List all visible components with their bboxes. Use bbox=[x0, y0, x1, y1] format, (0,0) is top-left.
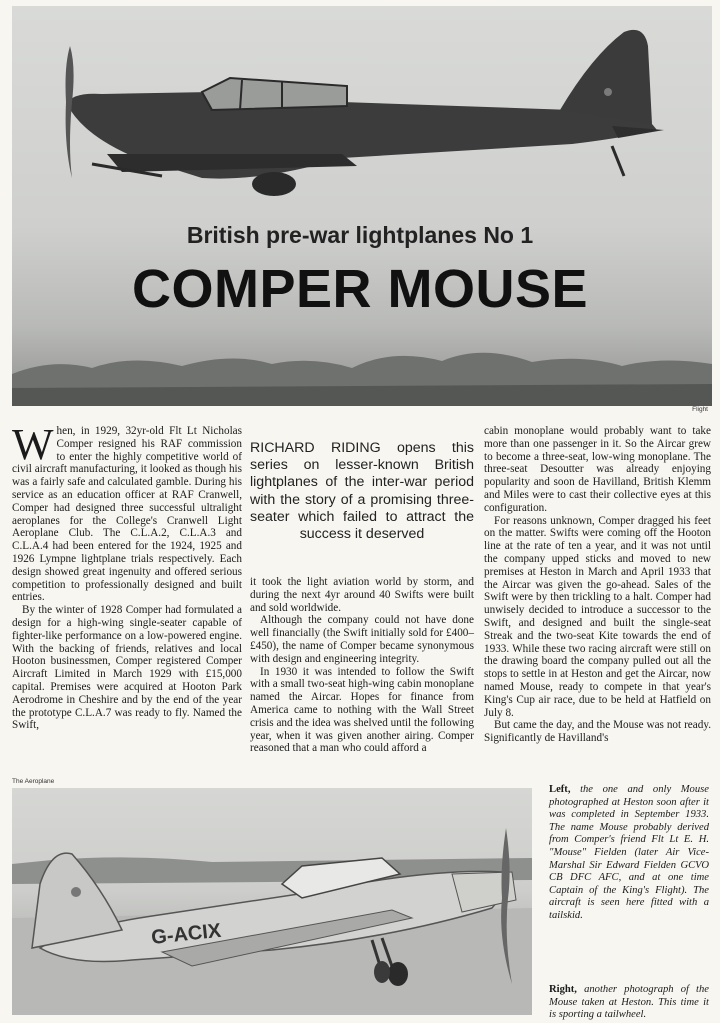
bottom-aircraft-photo bbox=[12, 788, 532, 1015]
series-kicker: British pre-war lightplanes No 1 bbox=[186, 222, 534, 248]
top-photo-credit: Flight bbox=[692, 406, 708, 413]
bottom-photo-credit: The Aeroplane bbox=[12, 778, 55, 785]
drop-cap: W bbox=[12, 420, 54, 469]
column-1 bbox=[12, 420, 242, 732]
column-3-paragraph: But came the day, and the Mouse was not ready. Significantly de Havilland's bbox=[484, 719, 711, 745]
column-3-paragraph: cabin monoplane would probably want to take more than one passenger in it. So the Aircar grew to become a three-seat, low-wing monoplane. The three-seat Desoutter was already enjoying popularity and soon de Havilland, British Klemm and Miles were to cast their collective eyes at this configuration. bbox=[484, 425, 711, 514]
caption-right-photo bbox=[549, 984, 709, 1022]
standfirst-text: opens this series on lesser-known British lightplanes of the inter-war period with the story of a promising three-seater which failed to attract the success it deserved bbox=[250, 440, 474, 543]
column-2-paragraph: In 1930 it was intended to follow the Swift with a small two-seat high-wing cabin monoplane named the Aircar. Hopes for finance from America came to nothing with the Wall Street crisis and the idea was shelved until the following year, when it was given another airing. Comper reasoned that a man who could afford a bbox=[250, 665, 474, 755]
caption-label: Left, bbox=[549, 784, 571, 795]
standfirst bbox=[250, 440, 474, 543]
caption-label: Right, bbox=[549, 984, 577, 995]
author-name: RICHARD RIDING bbox=[250, 440, 381, 456]
caption-left-photo bbox=[549, 784, 709, 923]
column-2-paragraph: it took the light aviation world by storm, and during the next 4yr around 40 Swifts were built and sold worldwide. bbox=[250, 576, 474, 614]
aircraft-in-flight-illustration bbox=[12, 6, 712, 406]
caption-text: the one and only Mouse photographed at Heston soon after it was completed in September 1933. The name Mouse probably derived from Comper's friend Flt Lt E. H. "Mouse" Fielden (later Air Vice-Marshal Sir Edward Fielden GCVO CB DFC AFC, and at one time Captain of the King's Flight). The aircraft is seen here fitted with a tailskid. bbox=[549, 784, 709, 921]
column-2 bbox=[250, 576, 474, 755]
article-headline: COMPER MOUSE bbox=[131, 259, 589, 319]
registration-letters: G-ACIX bbox=[150, 919, 223, 949]
column-3 bbox=[484, 425, 711, 745]
column-2-paragraph: Although the company could not have done well financially (the Swift initially sold for £400–£450), the name of Comper became synonymous with design and engineering integrity. bbox=[250, 614, 474, 665]
column-1-paragraph: When, in 1929, 32yr-old Flt Lt Nicholas Comper resigned his RAF commission to enter the highly competitive world of civil aircraft manufacturing, it looked as though his was a fairly safe and calculated gamble. During his service as an education officer at RAF Cranwell, Comper had designed three successful ultralight aeroplanes for the College's Cranwell Light Aeroplane Club. The C.L.A.2, C.L.A.3 and C.L.A.4 had been entered for the 1924, 1925 and 1926 Lympne lightplane trials respectively. Each design showed great ingenuity and offered serious competition to professionally designed and built entries. bbox=[12, 420, 242, 604]
aircraft-on-ground-illustration bbox=[12, 788, 532, 1015]
caption-text: another photograph of the Mouse taken at Heston. This time it is sporting a tailwheel. bbox=[549, 984, 709, 1021]
column-3-paragraph: For reasons unknown, Comper dragged his feet on the matter. Swifts were coming off the Hooton line at the rate of ten a year, and it was not until the company upped sticks and moved to new premises at Heston in March and April 1933 that the Aircar was given the go-ahead. Sales of the Swift were by then trickling to a halt. Comper had unwisely decided to introduce a successor to the Swift, and designed and built the single-seat Streak and the two-seat Kite towards the end of 1933. While these two racing aircraft were still on the drawing board the company pulled out all the stops to settle in at Heston and get the Aircar, now named Mouse, ready to compete in that year's King's Cup air race, due to be held at Hatfield on July 8. bbox=[484, 514, 711, 719]
column-1-paragraph: By the winter of 1928 Comper had formulated a design for a high-wing single-seater capable of fighter-like performance on a low-powered engine. With the backing of friends, relatives and local Hooton businessmen, Comper registered Comper Aircraft Limited in March 1929 with £15,000 capital. Premises were acquired at Hooton Park Aerodrome in Cheshire and by the end of the year the prototype C.L.A.7 was ready to fly. Named the Swift, bbox=[12, 604, 242, 732]
top-aircraft-photo bbox=[12, 6, 712, 406]
